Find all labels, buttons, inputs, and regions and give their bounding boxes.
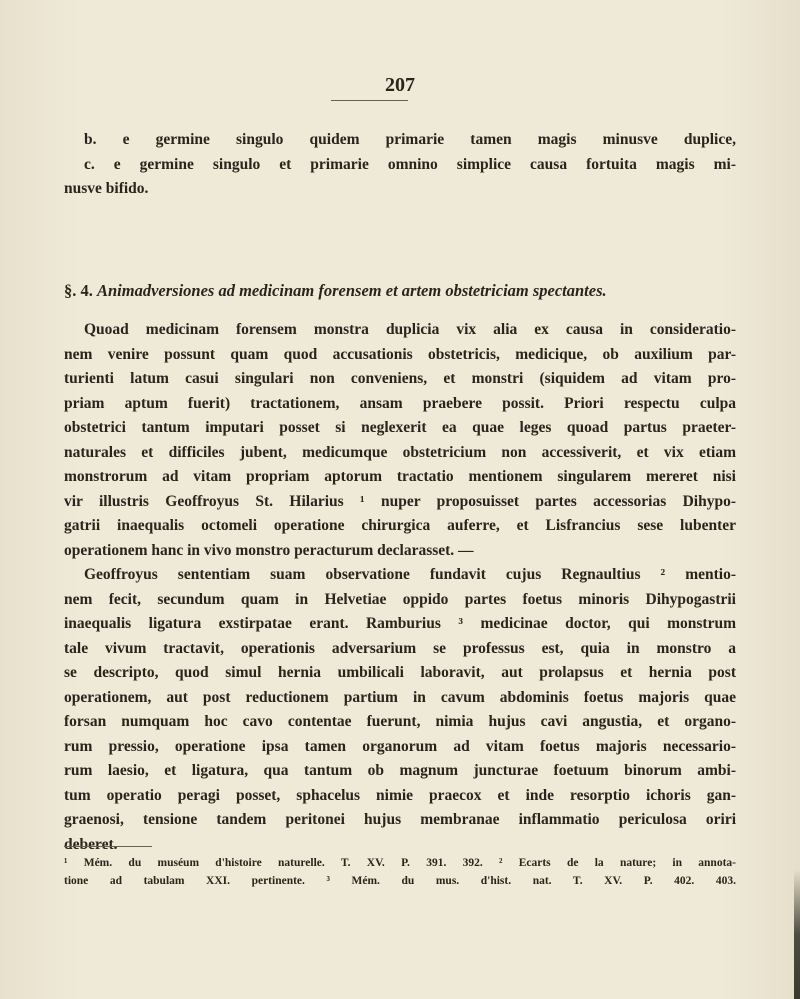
paragraph-line: inaequalis ligatura exstirpatae erant. Ramburius ³ medicinae doctor, qui monstrum — [64, 615, 736, 632]
footnotes — [64, 854, 736, 890]
paragraph-line: tum operatio peragi posset, sphacelus nimie praecox et inde resorptio ichoris gan- — [64, 786, 736, 804]
list-item-c-continued: nusve bifido. — [64, 180, 149, 197]
paragraph-line: Geoffroyus sententiam suam observatione fundavit cujus Regnaultius ² mentio- — [84, 566, 736, 583]
paragraph-line: rum pressio, operatione ipsa tamen organorum ad vitam foetus majoris necessario- — [64, 737, 736, 755]
paragraph-line: operationem hanc in vivo monstro peracturum declarasset. — — [64, 541, 474, 559]
paragraph-line: monstrorum ad vitam propriam aptorum tractatio mentionem singularem mereret nisi — [64, 468, 736, 485]
paragraph-line: turienti latum casui singulari non conveniens, et monstri (siquidem ad vitam pro- — [64, 370, 736, 387]
footnote-line: ¹ Mém. du muséum d'histoire naturelle. T. XV. P. 391. 392. ² Ecarts de la nature; in annota- — [64, 857, 736, 869]
footnote-line: tione ad tabulam XXI. pertinente. ³ Mém. du mus. d'hist. nat. T. XV. P. 402. 403. — [64, 875, 736, 887]
paragraph-2 — [64, 563, 736, 857]
paragraph-line: rum laesio, et ligatura, qua tantum ob magnum juncturae foetuum binorum ambi- — [64, 762, 736, 779]
section-number: §. 4. — [64, 281, 93, 300]
footnote-rule — [64, 846, 152, 847]
paragraph-line: Quoad medicinam forensem monstra duplicia vix alia ex causa in consideratio- — [84, 321, 736, 338]
page-number: 207 — [385, 74, 415, 96]
paragraph-line: vir illustris Geoffroyus St. Hilarius ¹ nuper proposuisset partes accessorias Dihypo- — [64, 492, 736, 510]
paragraph-line: operationem, aut post reductionem partium in cavum abdominis foetus majoris quae — [64, 688, 736, 706]
paragraph-line: tale vivum tractavit, operationis adversarium se professus est, quia in monstro a — [64, 639, 736, 657]
page-edge-shadow — [794, 870, 800, 999]
list-block — [64, 128, 736, 202]
paragraph-line: nem fecit, secundum quam in Helvetiae oppido partes foetus minoris Dihypogastrii — [64, 590, 736, 608]
header-rule — [331, 100, 408, 101]
paragraph-line: graenosi, tensione tandem peritonei hujus membranae inflammatio periculosa oriri — [64, 811, 736, 828]
section-heading — [64, 281, 736, 301]
paragraph-line: se descripto, quod simul hernia umbilicali laboravit, aut prolapsus et hernia post — [64, 664, 736, 681]
paragraph-1 — [64, 318, 736, 563]
list-item-c: c. e germine singulo et primarie omnino simplice causa fortuita magis mi- — [84, 155, 736, 173]
paragraph-line: naturales et difficiles jubent, medicumque obstetricium non accessiverit, et vix etiam — [64, 443, 736, 461]
paragraph-line: forsan numquam hoc cavo contentae fuerunt, nimia hujus cavi angustia, et organo- — [64, 713, 736, 730]
paragraph-line: priam aptum fuerit) tractationem, ansam praebere possit. Priori respectu culpa — [64, 394, 736, 412]
paragraph-line: gatrii inaequalis octomeli operatione chirurgica auferre, et Lisfrancius sese lubenter — [64, 517, 736, 534]
paragraph-line: deberet. — [64, 835, 118, 853]
list-item-b: b. e germine singulo quidem primarie tamen magis minusve duplice, — [84, 131, 736, 148]
paragraph-line: nem venire possunt quam quod accusationis obstetricis, medicique, ob auxilium par- — [64, 345, 736, 363]
paragraph-line: obstetrici tantum imputari posset si neglexerit ea quae leges quoad partus praeter- — [64, 419, 736, 436]
section-title: Animadversiones ad medicinam forensem et artem obstetriciam spectantes. — [97, 281, 607, 300]
